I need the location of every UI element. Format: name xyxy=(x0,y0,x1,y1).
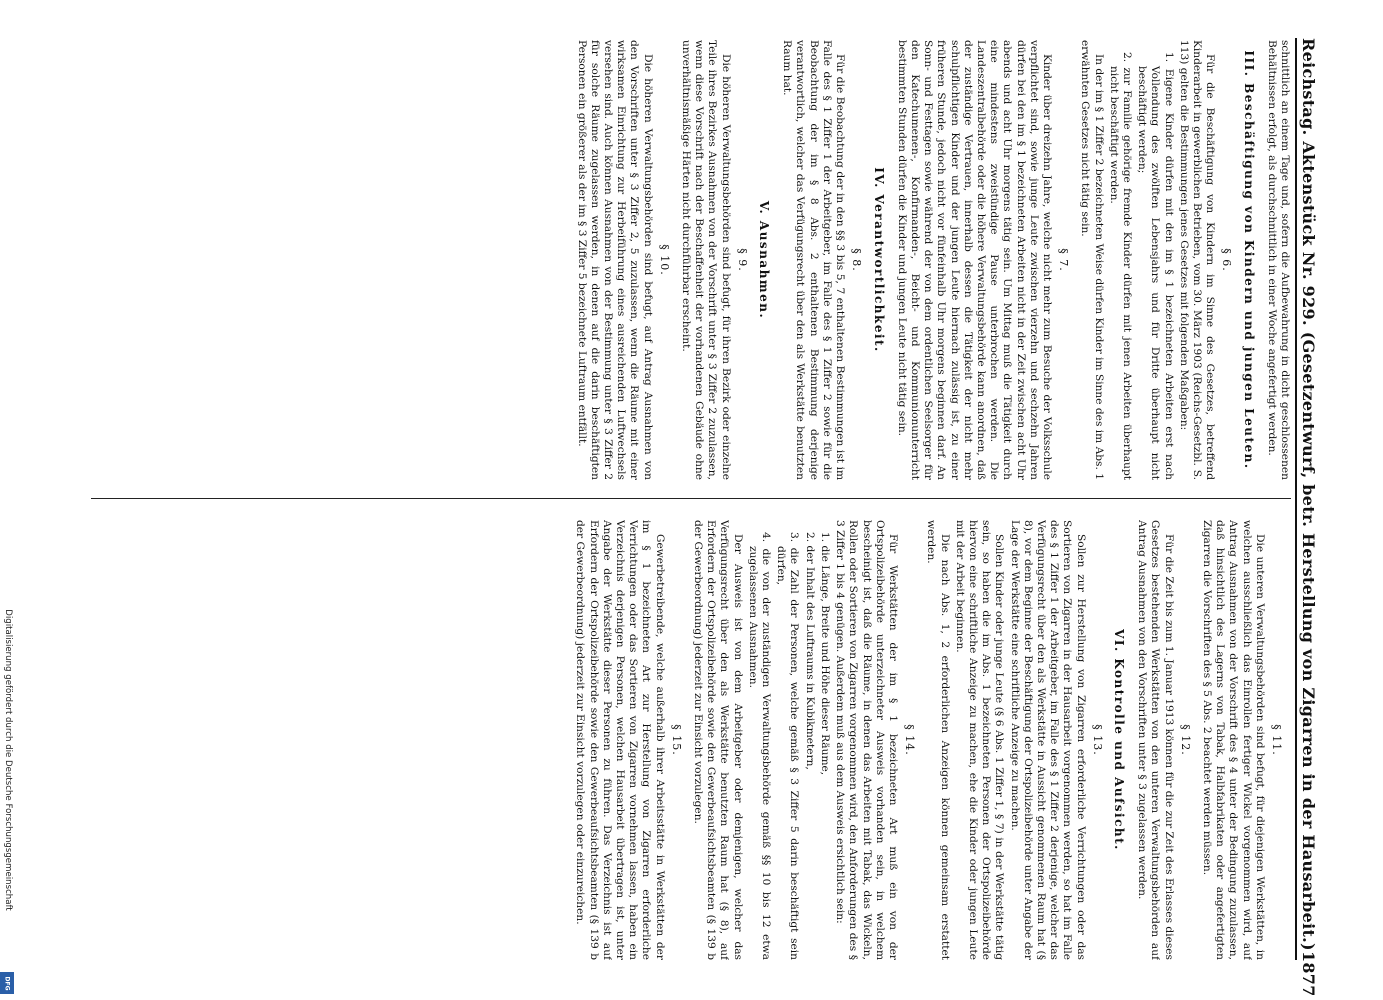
body-paragraph: Sollen Kinder oder junge Leute (§ 6 Abs. 1 Ziffer 1, § 7) in der Werkstätte tätig sein, so haben die im Abs. 1 bezeichneten Personen der Ortspolizeibehörde hiervon eine schriftliche Anzeige zu machen, ehe die Kinder oder jungen Leute mit der Arbeit beginnen. xyxy=(953,520,1006,960)
list-item: 3. die Zahl der Personen, welche gemäß § 3 Ziffer 5 darin beschäftigt sein dürfen, xyxy=(775,532,801,960)
list-item: 1. Eigene Kinder dürfen mit den im § 1 bezeichneten Arbeiten erst nach Vollendung des zwölften Lebensjahrs und für Dritte überhaupt nicht beschäftigt werden; xyxy=(1136,52,1175,480)
body-paragraph: Gewerbetreibende, welche außerhalb ihrer Arbeitsstätte in Werkstätten der im § 1 bezeichneten Art zur Herstellung von Zigarren erforderliche Verrichtungen oder das Sortieren von Zigarren vornehmen lassen, haben ein Verzeichnis derjenigen Personen, welchen Hausarbeit übertragen ist, unter Angabe der Werkstätte dieser Personen zu führen. Das Verzeichnis ist auf Erfordern der Ortspolizeibehörde sowie den Gewerbeaufsichtsbeamten (§ 139 b der Gewerbeordnung) jederzeit zur Einsicht vorzulegen oder einzureichen. xyxy=(574,520,666,960)
page-number: 1877 xyxy=(1299,950,1318,997)
body-paragraph: Sollen zur Herstellung von Zigarren erforderliche Verrichtungen oder das Sortieren von Zigarren in der Hausarbeit vorgenommen werden, so hat im Falle des § 1 Ziffer 1 der Arbeitgeber, im Falle des § 1 Ziffer 2 derjenige, welcher das Verfügungsrecht über den als Werkstätte in Aussicht genommenen Raum hat (§ 8), vor dem Beginne der Beschäftigung der Ortspolizeibehörde unter Angabe der Lage der Werkstätte eine schriftliche Anzeige zu machen. xyxy=(1008,520,1087,960)
list-item: 2. der Inhalt des Luftraums in Kubikmetern, xyxy=(803,532,816,770)
list-item: 2. zur Familie gehörige fremde Kinder dürfen mit jenen Arbeiten überhaupt nicht beschäftigt werden. xyxy=(1107,52,1133,480)
section-heading: VI. Kontrolle und Aufsicht. xyxy=(1111,629,1126,851)
section-heading: III. Beschäftigung von Kindern und jungen Leuten. xyxy=(1241,50,1256,470)
paragraph-number: § 10. xyxy=(657,244,671,276)
body-paragraph: Die nach Abs. 1, 2 erforderlichen Anzeigen können gemeinsam erstattet werden. xyxy=(925,520,951,960)
dfg-logo xyxy=(0,972,14,994)
body-paragraph: Die höheren Verwaltungsbehörden sind befugt, auf Antrag Ausnahmen von den Vorschriften unter § 3 Ziffer 2, 5 zuzulassen, wenn die Räume mit einer wirksamen Einrichtung zur Herbeiführung eines ausreichenden Luftwechsels versehen sind. Auch können Ausnahmen von der Bestimmung unter § 3 Ziffer 2 für solche Räume zugelassen werden, in denen auf die darin beschäftigten Personen ein größerer als der im § 3 Ziffer 5 bezeichnete Luftraum entfällt. xyxy=(575,40,654,480)
paragraph-number: § 14. xyxy=(903,724,917,756)
paragraph-number: § 13. xyxy=(1090,724,1104,756)
body-paragraph: Der Ausweis ist von dem Arbeitgeber oder demjenigen, welcher das Verfügungsrecht über den als Werkstätte benutzten Raum hat (§ 8), auf Erfordern der Ortspolizeibehörde sowie den Gewerbeaufsichtsbeamten (§ 139 b der Gewerbeordnung) jederzeit zur Einsicht vorzulegen. xyxy=(692,520,744,960)
paragraph-number: § 11. xyxy=(1270,724,1283,756)
digitization-credit xyxy=(0,540,16,980)
column-divider xyxy=(91,498,1291,499)
paragraph-number: § 7. xyxy=(1057,248,1071,272)
body-paragraph: Für die Beschäftigung von Kindern im Sinne des Gesetzes, betreffend Kinderarbeit in gewerblichen Betrieben, vom 30. März 1903 (Reichs-Gesetzbl. S. 113) gelten die Bestimmungen jenes Gesetzes mit folgenden Maßgaben: xyxy=(1177,40,1217,480)
body-paragraph: Kinder über dreizehn Jahre, welche nicht mehr zum Besuche der Volksschule verpflichtet sind, sowie junge Leute zwischen vierzehn und sechzehn Jahren dürfen bei den im § 1 bezeichneten Arbeiten nicht in der Zeit zwischen acht Uhr abends und acht Uhr morgens tätig sein. Um Mittag muß die Tätigkeit durch eine mindestens zweistündige Pause unterbrochen werden. Die Landeszentralbehörde oder die höhere Verwaltungsbehörde kann anordnen, daß der zuständige Vertrauen, innerhalb dessen die Tätigkeit der nicht mehr schulpflichtigen Kinder und der jungen Leute hiernach zulässig ist, zu einer früheren Stunde, jedoch nicht vor fünfeinhalb Uhr morgens beginnen darf. An Sonn- und Festtagen sowie während der von dem ordentlichen Seelsorger für den Katechumenen-, Konfirmanden-, Beicht- und Kommunionunterricht bestimmten Stunden dürfen die Kinder und jungen Leute nicht tätig sein. xyxy=(895,40,1053,480)
body-paragraph: Für die Zeit bis zum 1. Januar 1913 können für die zur Zeit des Erlasses dieses Gesetzes bestehenden Werkstätten von den unteren Verwaltungsbehörden auf Antrag Ausnahmen von den Vorschriften unter § 3 zugelassen werden. xyxy=(1136,520,1175,960)
body-paragraph: In der im § 1 Ziffer 2 bezeichneten Weise dürfen Kinder im Sinne des im Abs. 1 erwähnten Gesetzes nicht tätig sein. xyxy=(1079,40,1105,480)
right-column xyxy=(81,520,1291,960)
paragraph-number: § 12. xyxy=(1178,724,1192,756)
page-header xyxy=(1295,38,1325,997)
paragraph-number: § 15. xyxy=(669,724,683,756)
body-paragraph: Die unteren Verwaltungsbehörden sind befugt, für diejenigen Werkstätten, in welchen ausschließlich das Einrollen fertiger Wickel vorgenommen wird, auf Antrag Ausnahmen von der Vorschrift des § 4 unter der Bedingung zuzulassen, daß hinsichtlich des Lagerns von Tabak, Halbfabrikaten oder angefertigten Zigarren die Vorschriften des § 5 Abs. 2 beachtet werden müssen. xyxy=(1200,520,1266,960)
dfg-logo-text: DFG xyxy=(3,975,11,991)
section-heading: IV. Verantwortlichkeit. xyxy=(871,167,886,353)
list-item: 1. die Länge, Breite und Höhe dieser Räume, xyxy=(818,532,831,776)
paragraph-number: § 8. xyxy=(850,248,864,272)
body-paragraph: Für Werkstätten der im § 1 bezeichneten Art muß ein von der Ortspolizeibehörde unterzeichneter Ausweis vorhanden sein, in welchem bescheinigt ist, daß die Räume, in denen das Arbeiten mit Tabak, das Wickeln, Rollen oder Sortieren von Zigarren vorgenommen wird, den Anforderungen des § 3 Ziffer 1 bis 4 genügen. Außerdem muß aus dem Ausweis ersichtlich sein: xyxy=(834,520,899,960)
page-header-title: Reichstag. Aktenstück Nr. 929. (Gesetzentwurf, betr. Herstellung von Zigarren in der Hausarbeit.) xyxy=(1299,38,1318,951)
body-paragraph: Die höheren Verwaltungsbehörden sind befugt, für ihren Bezirk oder einzelne Teile ihres Bezirkes Ausnahmen von der Vorschrift unter § 3 Ziffer 2 zuzulassen, wenn diese Vorschrift nach der Beschaffenheit der vorhandenen Gebäude ohne unverhältnismäßige Härten nicht durchführbar erscheint. xyxy=(680,40,732,480)
credit-text: Digitalisierung gefördert durch die Deutsche Forschungsgemeinschaft xyxy=(3,609,14,911)
paragraph-number: § 6. xyxy=(1220,248,1234,272)
body-paragraph: schnittlich an einem Tage und, sofern die Aufbewahrung in dicht geschlossenen Behältnissen erfolgt, als durchschnittlich in einer Woche angefertigt werden. xyxy=(1265,40,1291,480)
list-item: 4. die von der zuständigen Verwaltungsbehörde gemäß §§ 10 bis 12 etwa zugelassenen Ausnahmen. xyxy=(746,532,773,960)
section-heading: V. Ausnahmen. xyxy=(757,200,772,320)
paragraph-number: § 9. xyxy=(735,248,749,272)
left-column xyxy=(81,40,1291,480)
body-paragraph: Für die Beobachtung der in den §§ 3 bis 5, 7 enthaltenen Bestimmungen ist im Falle des § 1 Ziffer 1 der Arbeitgeber, im Falle des § 1 Ziffer 2 sowie für die Beobachtung der im § 8 Abs. 2 enthaltenen Bestimmung derjenige verantwortlich, welcher das Verfügungsrecht über den als Werkstätte benutzten Raum hat. xyxy=(781,40,847,480)
